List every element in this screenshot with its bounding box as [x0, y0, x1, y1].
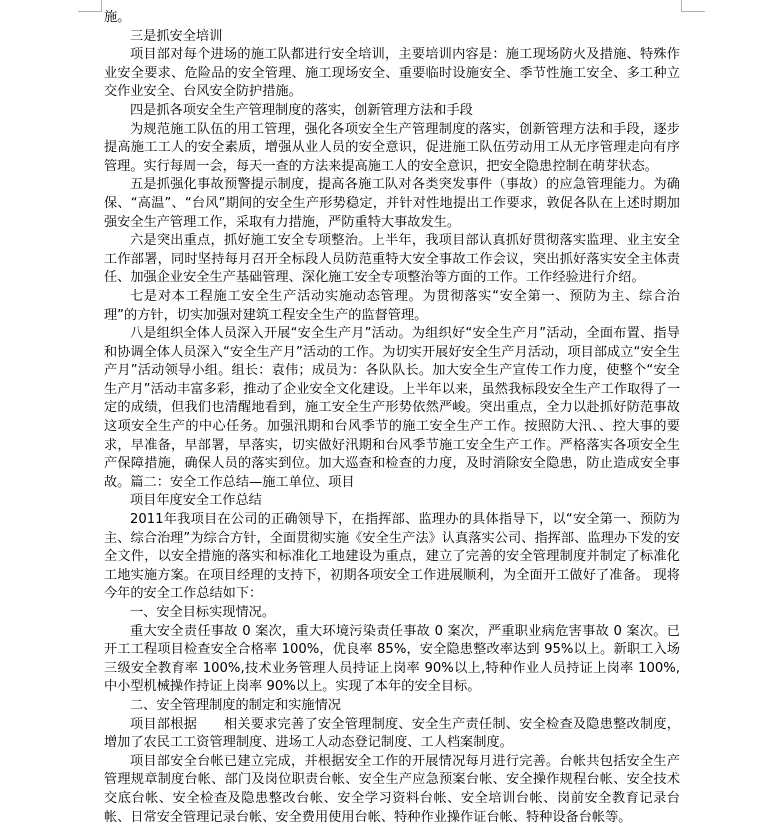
paragraph: 四是抓各项安全生产管理制度的落实，创新管理方法和手段	[130, 102, 473, 118]
paragraph: 项目部对每个进场的施工队都进行安全培训，主要培训内容是：施工现场防火及措施、特殊作业安全要求、危险品的安全管理、施工现场安全、重要临时设施安全、季节性施工安全、多工种立交作业安全、台风安全防护措施。	[104, 47, 680, 100]
margin-corner-mark-top-right	[681, 11, 705, 12]
paragraph: 七是对本工程施工安全生产活动实施动态管理。为贯彻落实“安全第一、预防为主、综合治理”的方针，切实加强对建筑工程安全生产的监督管理。	[104, 288, 680, 323]
paragraph: 项目年度安全工作总结	[130, 493, 262, 509]
paragraph: 重大安全责任事故 0 案次，重大环境污染责任事故 0 案次，严重职业病危害事故 0 案次。已开工工程项目检查安全合格率 100%，优良率 85%，安全隐患整改率达到 95%以上。新职工入场三级安全教育率 100%,技术业务管理人员持证上岗率 90%以上,特种作业人员持证上岗率 100%,中小型机械操作持证上岗率 90%以上。实现了本年的安全目标。	[104, 623, 680, 695]
paragraph: 项目部根据 相关要求完善了安全管理制度、安全生产责任制、安全检查及隐患整改制度，增加了农民工工资管理制度、进场工人动态登记制度、工人档案制度。	[104, 716, 680, 751]
paragraph: 五是抓强化事故预警提示制度，提高各施工队对各类突发事件（事故）的应急管理能力。为确保、“高温”、“台风”期间的安全生产形势稳定，并针对性地提出工作要求，敦促各队在上述时期加强安全生产管理工作，采取有力措施，严防重特大事故发生。	[104, 177, 680, 230]
paragraph: 二、安全管理制度的制定和实施情况	[130, 697, 341, 713]
paragraph: 六是突出重点，抓好施工安全专项整治。上半年，我项目部认真抓好贯彻落实监理、业主安全工作部署，同时坚持每月召开全标段人员防范重特大安全事故工作会议，突出抓好落实安全主体责任、加强企业安全生产基础管理、深化施工安全专项整治等方面的工作。工作经验进行介绍。	[104, 233, 680, 286]
margin-corner-mark-top-right	[681, 0, 682, 12]
paragraph: 施。	[104, 10, 131, 25]
paragraph: 八是组织全体人员深入开展“安全生产月”活动。为组织好“安全生产月”活动，全面布置、指导和协调全体人员深入“安全生产月”活动的工作。为切实开展好安全生产月活动，项目部成立“安全生产月”活动领导小组。组长：袁伟；成员为：各队队长。加大安全生产宣传工作力度，使整个“安全生产月”活动丰富多彩，推动了企业安全文化建设。上半年以来，虽然我标段安全生产工作取得了一定的成绩，但我们也清醒地看到，施工安全生产形势依然严峻。突出重点，全力以赴抓好防范事故这项安全生产的中心任务。加强汛期和台风季节的施工安全生产工作。按照防大汛、、控大事的要求，早准备，早部署，早落实，切实做好汛期和台风季节施工安全生产工作。严格落实各项安全生产保障措施，确保人员的落实到位。加大巡查和检查的力度，及时消除安全隐患，防止造成安全事故。篇二：安全工作总结—施工单位、项目	[104, 326, 680, 490]
paragraph: 2011年我项目在公司的正确领导下，在指挥部、监理办的具体指导下，以“安全第一、预防为主、综合治理”为综合方针，全面贯彻实施《安全生产法》认真落实公司、指挥部、监理办下发的安全文件，以安全措施的落实和标准化工地建设为重点，建立了完善的安全管理制度并制定了标准化工地实施方案。在项目经理的支持下，初期各项安全工作进展顺利，为全面开工做好了准备。 现将今年的安全工作总结如下：	[104, 512, 680, 602]
margin-corner-mark-top-left	[78, 11, 102, 12]
document-body	[104, 9, 680, 827]
margin-corner-mark-top-left	[101, 0, 102, 12]
paragraph: 一、安全目标实现情况。	[130, 605, 276, 620]
paragraph: 三是抓安全培训	[130, 28, 223, 44]
paragraph: 项目部安全台帐已建立完成，并根据安全工作的开展情况每月进行完善。台帐共包括安全生产管理规章制度台帐、部门及岗位职责台帐、安全生产应急预案台帐、安全操作规程台帐、安全技术交底台帐、安全检查及隐患整改台帐、安全学习资料台帐、安全培训台帐、岗前安全教育记录台帐、日常安全管理记录台帐、安全费用使用台帐、特种作业操作证台帐、特种设备台帐等。	[104, 753, 680, 825]
paragraph: 为规范施工队伍的用工管理，强化各项安全生产管理制度的落实，创新管理方法和手段，逐步提高施工工人的安全素质，增强从业人员的安全意识，促进施工队伍劳动用工从无序管理走向有序管理。实行每周一会，每天一查的方法来提高施工人的安全意识，把安全隐患控制在萌芽状态。	[104, 121, 680, 174]
